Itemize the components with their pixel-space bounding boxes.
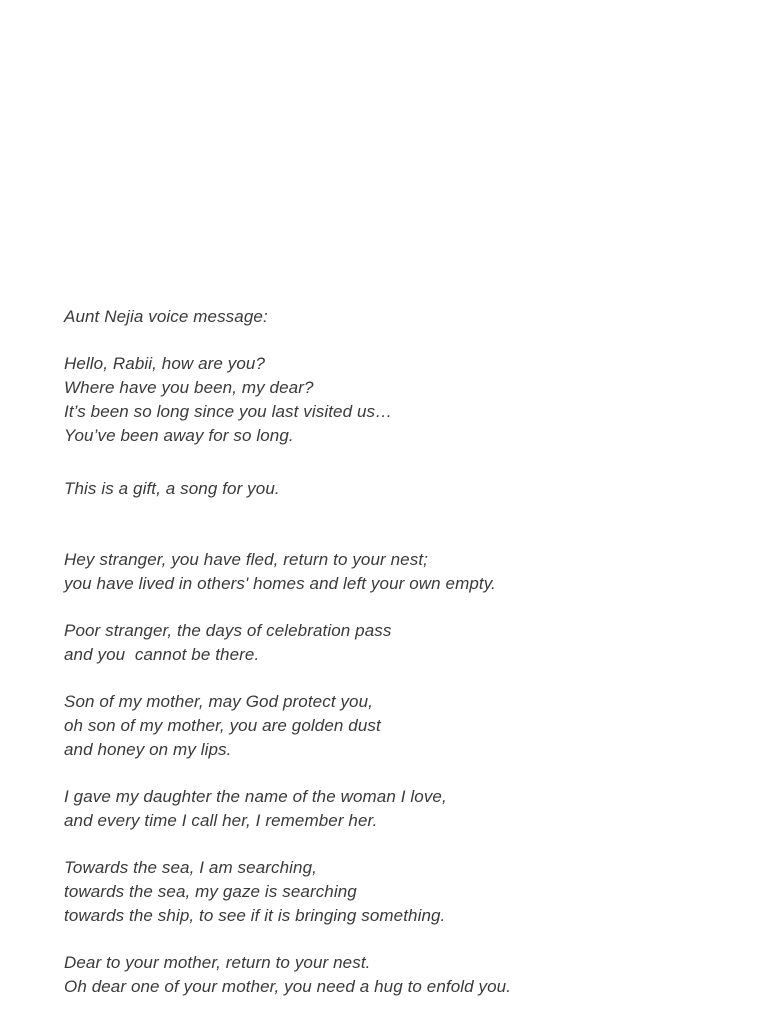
poem-line: Hello, Rabii, how are you? bbox=[64, 354, 266, 374]
poem-line: you have lived in others' homes and left your own empty. bbox=[64, 574, 496, 593]
stanza bbox=[64, 690, 728, 761]
poem-line: This is a gift, a song for you. bbox=[64, 479, 280, 499]
stanza bbox=[64, 856, 728, 927]
poem-line: Where have you been, my dear? bbox=[64, 378, 314, 398]
poem-line: and every time I call her, I remember her. bbox=[64, 810, 378, 830]
poem-line: Towards the sea, I am searching, bbox=[64, 858, 317, 878]
poem-line: I gave my daughter the name of the woman I love, bbox=[64, 787, 447, 807]
poem-line: Poor stranger, the days of celebration pass bbox=[64, 621, 392, 641]
stanza bbox=[64, 305, 728, 329]
poem-line: Hey stranger, you have fled, return to your nest; bbox=[64, 550, 428, 570]
poem-line: Oh dear one of your mother, you need a hug to enfold you. bbox=[64, 976, 512, 996]
poem-line: towards the sea, my gaze is searching bbox=[64, 882, 357, 902]
poem-line: and you cannot be there. bbox=[64, 645, 260, 665]
poem-line: You’ve been away for so long. bbox=[64, 425, 294, 445]
stanza bbox=[64, 619, 728, 666]
poem-line: and honey on my lips. bbox=[64, 739, 232, 759]
stanza bbox=[64, 548, 728, 595]
poem-line: Aunt Nejia voice message: bbox=[64, 307, 268, 326]
stanza bbox=[64, 352, 728, 447]
poem-line: oh son of my mother, you are golden dust bbox=[64, 716, 381, 736]
poem-line: It’s been so long since you last visited us… bbox=[64, 401, 393, 421]
poem-line: Dear to your mother, return to your nest. bbox=[64, 953, 371, 973]
poem bbox=[64, 305, 728, 999]
stanza bbox=[64, 477, 728, 501]
poem-line: towards the ship, to see if it is bringing something. bbox=[64, 905, 446, 925]
stanza bbox=[64, 951, 728, 998]
stanza bbox=[64, 785, 728, 832]
poem-line: Son of my mother, may God protect you, bbox=[64, 692, 373, 712]
